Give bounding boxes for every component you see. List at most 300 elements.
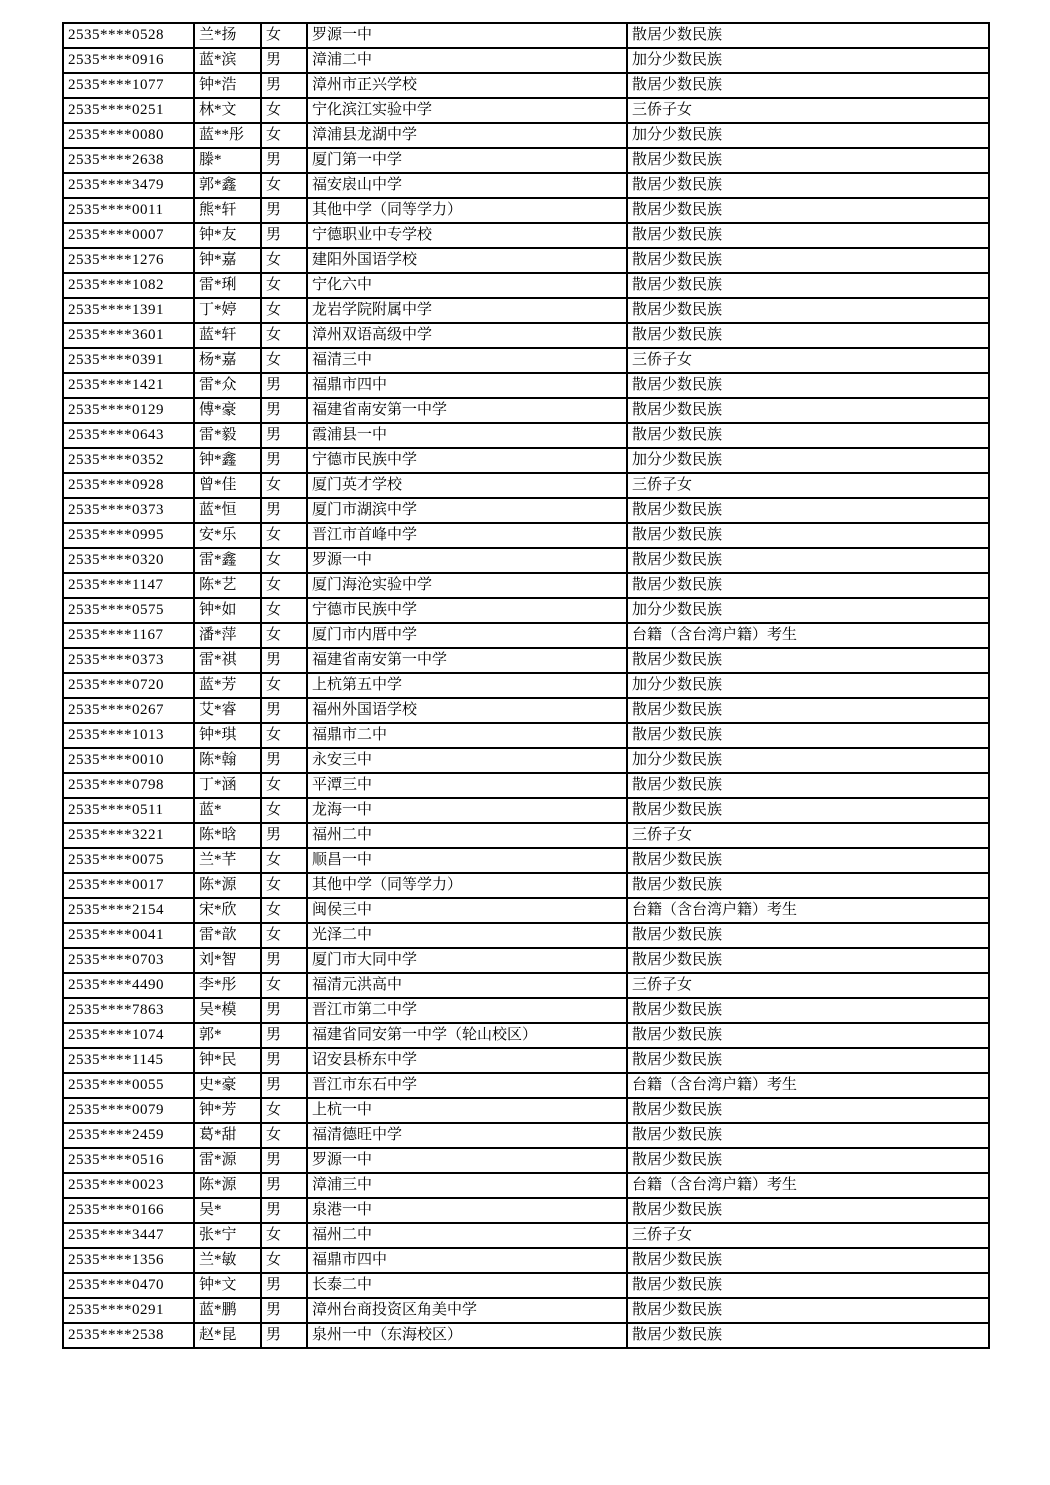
cell-gender: 女 <box>261 898 307 923</box>
cell-school: 其他中学（同等学力） <box>307 198 627 223</box>
cell-gender: 男 <box>261 1148 307 1173</box>
cell-school: 晋江市第二中学 <box>307 998 627 1023</box>
cell-bonus-category: 散居少数民族 <box>627 1273 989 1298</box>
cell-gender: 女 <box>261 323 307 348</box>
table-row <box>63 423 989 448</box>
cell-school: 平潭三中 <box>307 773 627 798</box>
cell-school: 上杭第五中学 <box>307 673 627 698</box>
cell-gender: 女 <box>261 798 307 823</box>
cell-school: 漳浦三中 <box>307 1173 627 1198</box>
table-row <box>63 1048 989 1073</box>
cell-student-name: 赵*昆 <box>194 1323 261 1348</box>
cell-school: 福清三中 <box>307 348 627 373</box>
cell-bonus-category: 散居少数民族 <box>627 1023 989 1048</box>
table-row <box>63 1023 989 1048</box>
cell-gender: 男 <box>261 1298 307 1323</box>
cell-school: 福建省同安第一中学（轮山校区） <box>307 1023 627 1048</box>
cell-exam-id: 2535****1082 <box>63 273 194 298</box>
table-row <box>63 1323 989 1348</box>
cell-school: 漳浦二中 <box>307 48 627 73</box>
cell-gender: 男 <box>261 1073 307 1098</box>
cell-bonus-category: 散居少数民族 <box>627 398 989 423</box>
table-row <box>63 848 989 873</box>
cell-school: 宁德市民族中学 <box>307 598 627 623</box>
cell-exam-id: 2535****0075 <box>63 848 194 873</box>
cell-bonus-category: 散居少数民族 <box>627 1323 989 1348</box>
cell-student-name: 艾*睿 <box>194 698 261 723</box>
cell-student-name: 陈*艺 <box>194 573 261 598</box>
cell-exam-id: 2535****2459 <box>63 1123 194 1148</box>
cell-exam-id: 2535****1421 <box>63 373 194 398</box>
cell-student-name: 兰*扬 <box>194 23 261 48</box>
cell-exam-id: 2535****0291 <box>63 1298 194 1323</box>
cell-exam-id: 2535****3479 <box>63 173 194 198</box>
cell-bonus-category: 加分少数民族 <box>627 598 989 623</box>
cell-student-name: 滕* <box>194 148 261 173</box>
cell-bonus-category: 三侨子女 <box>627 473 989 498</box>
cell-student-name: 葛*甜 <box>194 1123 261 1148</box>
cell-student-name: 丁*婷 <box>194 298 261 323</box>
table-row <box>63 873 989 898</box>
cell-gender: 男 <box>261 448 307 473</box>
table-row <box>63 223 989 248</box>
cell-school: 上杭一中 <box>307 1098 627 1123</box>
cell-exam-id: 2535****1147 <box>63 573 194 598</box>
table-row <box>63 573 989 598</box>
table-row <box>63 623 989 648</box>
cell-student-name: 兰*敏 <box>194 1248 261 1273</box>
cell-student-name: 雷*鑫 <box>194 548 261 573</box>
cell-gender: 男 <box>261 1023 307 1048</box>
cell-gender: 男 <box>261 198 307 223</box>
cell-bonus-category: 三侨子女 <box>627 823 989 848</box>
cell-school: 晋江市东石中学 <box>307 1073 627 1098</box>
cell-exam-id: 2535****0080 <box>63 123 194 148</box>
cell-school: 龙岩学院附属中学 <box>307 298 627 323</box>
cell-gender: 女 <box>261 1248 307 1273</box>
cell-student-name: 吴* <box>194 1198 261 1223</box>
table-row <box>63 98 989 123</box>
cell-student-name: 蓝* <box>194 798 261 823</box>
cell-exam-id: 2535****0166 <box>63 1198 194 1223</box>
cell-bonus-category: 散居少数民族 <box>627 1248 989 1273</box>
cell-student-name: 陈*晗 <box>194 823 261 848</box>
table-row <box>63 1123 989 1148</box>
cell-gender: 女 <box>261 723 307 748</box>
cell-school: 闽侯三中 <box>307 898 627 923</box>
cell-student-name: 蓝*恒 <box>194 498 261 523</box>
cell-school: 长泰二中 <box>307 1273 627 1298</box>
cell-gender: 女 <box>261 873 307 898</box>
cell-student-name: 雷*源 <box>194 1148 261 1173</box>
cell-exam-id: 2535****0575 <box>63 598 194 623</box>
cell-bonus-category: 散居少数民族 <box>627 423 989 448</box>
cell-bonus-category: 散居少数民族 <box>627 798 989 823</box>
cell-gender: 男 <box>261 1273 307 1298</box>
cell-gender: 女 <box>261 273 307 298</box>
table-row <box>63 298 989 323</box>
cell-school: 罗源一中 <box>307 548 627 573</box>
cell-school: 福州二中 <box>307 823 627 848</box>
cell-school: 福清元洪高中 <box>307 973 627 998</box>
cell-school: 厦门英才学校 <box>307 473 627 498</box>
cell-gender: 女 <box>261 98 307 123</box>
cell-gender: 女 <box>261 548 307 573</box>
cell-bonus-category: 散居少数民族 <box>627 223 989 248</box>
table-row <box>63 1173 989 1198</box>
cell-student-name: 钟*友 <box>194 223 261 248</box>
cell-gender: 女 <box>261 973 307 998</box>
table-row <box>63 198 989 223</box>
cell-student-name: 雷*毅 <box>194 423 261 448</box>
cell-school: 福州二中 <box>307 1223 627 1248</box>
cell-student-name: 蓝*芳 <box>194 673 261 698</box>
cell-exam-id: 2535****0928 <box>63 473 194 498</box>
table-row <box>63 698 989 723</box>
cell-gender: 男 <box>261 748 307 773</box>
cell-bonus-category: 散居少数民族 <box>627 298 989 323</box>
table-row <box>63 1248 989 1273</box>
cell-bonus-category: 散居少数民族 <box>627 873 989 898</box>
cell-exam-id: 2535****2538 <box>63 1323 194 1348</box>
cell-student-name: 雷*众 <box>194 373 261 398</box>
cell-bonus-category: 台籍（含台湾户籍）考生 <box>627 623 989 648</box>
cell-gender: 男 <box>261 398 307 423</box>
cell-exam-id: 2535****1145 <box>63 1048 194 1073</box>
cell-bonus-category: 加分少数民族 <box>627 448 989 473</box>
cell-school: 罗源一中 <box>307 23 627 48</box>
cell-exam-id: 2535****0391 <box>63 348 194 373</box>
cell-school: 福建省南安第一中学 <box>307 398 627 423</box>
cell-school: 福鼎市四中 <box>307 1248 627 1273</box>
cell-school: 龙海一中 <box>307 798 627 823</box>
cell-student-name: 李*彤 <box>194 973 261 998</box>
cell-exam-id: 2535****7863 <box>63 998 194 1023</box>
cell-bonus-category: 散居少数民族 <box>627 848 989 873</box>
cell-bonus-category: 散居少数民族 <box>627 573 989 598</box>
cell-exam-id: 2535****1013 <box>63 723 194 748</box>
cell-student-name: 丁*涵 <box>194 773 261 798</box>
cell-bonus-category: 台籍（含台湾户籍）考生 <box>627 1073 989 1098</box>
cell-gender: 男 <box>261 373 307 398</box>
cell-bonus-category: 散居少数民族 <box>627 1098 989 1123</box>
table-row <box>63 498 989 523</box>
cell-exam-id: 2535****0352 <box>63 448 194 473</box>
table-row <box>63 998 989 1023</box>
cell-exam-id: 2535****2154 <box>63 898 194 923</box>
cell-exam-id: 2535****0470 <box>63 1273 194 1298</box>
table-row <box>63 1223 989 1248</box>
cell-gender: 女 <box>261 1098 307 1123</box>
cell-bonus-category: 散居少数民族 <box>627 1048 989 1073</box>
cell-bonus-category: 散居少数民族 <box>627 248 989 273</box>
table-row <box>63 398 989 423</box>
cell-bonus-category: 加分少数民族 <box>627 748 989 773</box>
table-row <box>63 448 989 473</box>
table-row <box>63 23 989 48</box>
table-row <box>63 173 989 198</box>
cell-gender: 男 <box>261 998 307 1023</box>
cell-bonus-category: 散居少数民族 <box>627 323 989 348</box>
cell-student-name: 郭*鑫 <box>194 173 261 198</box>
cell-gender: 男 <box>261 48 307 73</box>
cell-exam-id: 2535****0129 <box>63 398 194 423</box>
cell-school: 泉港一中 <box>307 1198 627 1223</box>
cell-school: 福州外国语学校 <box>307 698 627 723</box>
cell-gender: 女 <box>261 1223 307 1248</box>
cell-gender: 男 <box>261 948 307 973</box>
cell-gender: 女 <box>261 673 307 698</box>
cell-student-name: 安*乐 <box>194 523 261 548</box>
table-row <box>63 1073 989 1098</box>
cell-student-name: 蓝*轩 <box>194 323 261 348</box>
cell-school: 顺昌一中 <box>307 848 627 873</box>
cell-school: 晋江市首峰中学 <box>307 523 627 548</box>
cell-student-name: 杨*嘉 <box>194 348 261 373</box>
cell-gender: 女 <box>261 23 307 48</box>
cell-gender: 男 <box>261 498 307 523</box>
cell-exam-id: 2535****0023 <box>63 1173 194 1198</box>
cell-gender: 女 <box>261 473 307 498</box>
cell-gender: 男 <box>261 223 307 248</box>
cell-school: 福鼎市二中 <box>307 723 627 748</box>
table-row <box>63 923 989 948</box>
cell-student-name: 陈*翰 <box>194 748 261 773</box>
candidates-table-body <box>63 23 989 1348</box>
cell-school: 厦门市湖滨中学 <box>307 498 627 523</box>
cell-bonus-category: 散居少数民族 <box>627 198 989 223</box>
cell-exam-id: 2535****4490 <box>63 973 194 998</box>
cell-student-name: 曾*佳 <box>194 473 261 498</box>
cell-exam-id: 2535****0528 <box>63 23 194 48</box>
table-row <box>63 1298 989 1323</box>
cell-exam-id: 2535****0916 <box>63 48 194 73</box>
cell-bonus-category: 散居少数民族 <box>627 23 989 48</box>
table-row <box>63 148 989 173</box>
cell-student-name: 林*文 <box>194 98 261 123</box>
cell-exam-id: 2535****3447 <box>63 1223 194 1248</box>
cell-exam-id: 2535****0720 <box>63 673 194 698</box>
cell-exam-id: 2535****1167 <box>63 623 194 648</box>
cell-bonus-category: 散居少数民族 <box>627 548 989 573</box>
cell-student-name: 宋*欣 <box>194 898 261 923</box>
table-row <box>63 773 989 798</box>
table-row <box>63 48 989 73</box>
cell-gender: 女 <box>261 1123 307 1148</box>
cell-gender: 男 <box>261 1198 307 1223</box>
table-row <box>63 1198 989 1223</box>
table-row <box>63 648 989 673</box>
cell-exam-id: 2535****0079 <box>63 1098 194 1123</box>
cell-bonus-category: 散居少数民族 <box>627 698 989 723</box>
table-row <box>63 723 989 748</box>
cell-student-name: 陈*源 <box>194 873 261 898</box>
cell-bonus-category: 散居少数民族 <box>627 148 989 173</box>
cell-exam-id: 2535****0017 <box>63 873 194 898</box>
cell-student-name: 吴*模 <box>194 998 261 1023</box>
table-row <box>63 523 989 548</box>
cell-gender: 男 <box>261 698 307 723</box>
cell-school: 福安扆山中学 <box>307 173 627 198</box>
cell-gender: 男 <box>261 1048 307 1073</box>
cell-school: 厦门第一中学 <box>307 148 627 173</box>
cell-exam-id: 2535****0251 <box>63 98 194 123</box>
table-row <box>63 798 989 823</box>
table-row <box>63 673 989 698</box>
cell-school: 其他中学（同等学力） <box>307 873 627 898</box>
cell-exam-id: 2535****0010 <box>63 748 194 773</box>
cell-student-name: 郭* <box>194 1023 261 1048</box>
cell-exam-id: 2535****0011 <box>63 198 194 223</box>
cell-bonus-category: 散居少数民族 <box>627 523 989 548</box>
cell-student-name: 史*豪 <box>194 1073 261 1098</box>
cell-gender: 男 <box>261 1323 307 1348</box>
cell-school: 厦门市大同中学 <box>307 948 627 973</box>
cell-gender: 男 <box>261 73 307 98</box>
cell-exam-id: 2535****0798 <box>63 773 194 798</box>
cell-student-name: 钟*浩 <box>194 73 261 98</box>
candidates-table <box>62 22 990 1349</box>
table-row <box>63 248 989 273</box>
cell-student-name: 刘*智 <box>194 948 261 973</box>
cell-gender: 女 <box>261 773 307 798</box>
cell-exam-id: 2535****0995 <box>63 523 194 548</box>
cell-gender: 男 <box>261 148 307 173</box>
cell-exam-id: 2535****1356 <box>63 1248 194 1273</box>
cell-student-name: 钟*文 <box>194 1273 261 1298</box>
cell-school: 厦门海沧实验中学 <box>307 573 627 598</box>
cell-gender: 女 <box>261 598 307 623</box>
cell-school: 泉州一中（东海校区） <box>307 1323 627 1348</box>
table-row <box>63 973 989 998</box>
cell-exam-id: 2535****2638 <box>63 148 194 173</box>
cell-student-name: 雷*歆 <box>194 923 261 948</box>
cell-gender: 男 <box>261 648 307 673</box>
cell-school: 霞浦县一中 <box>307 423 627 448</box>
cell-exam-id: 2535****1276 <box>63 248 194 273</box>
cell-school: 光泽二中 <box>307 923 627 948</box>
cell-exam-id: 2535****0373 <box>63 648 194 673</box>
cell-school: 罗源一中 <box>307 1148 627 1173</box>
cell-gender: 女 <box>261 848 307 873</box>
cell-gender: 女 <box>261 573 307 598</box>
cell-student-name: 雷*琍 <box>194 273 261 298</box>
table-row <box>63 598 989 623</box>
cell-student-name: 钟*嘉 <box>194 248 261 273</box>
cell-school: 漳州市正兴学校 <box>307 73 627 98</box>
cell-gender: 女 <box>261 923 307 948</box>
table-row <box>63 548 989 573</box>
cell-student-name: 钟*鑫 <box>194 448 261 473</box>
cell-bonus-category: 台籍（含台湾户籍）考生 <box>627 1173 989 1198</box>
cell-exam-id: 2535****3221 <box>63 823 194 848</box>
cell-student-name: 钟*琪 <box>194 723 261 748</box>
cell-exam-id: 2535****0511 <box>63 798 194 823</box>
table-row <box>63 373 989 398</box>
table-row <box>63 1098 989 1123</box>
cell-bonus-category: 散居少数民族 <box>627 498 989 523</box>
cell-student-name: 蓝*鹏 <box>194 1298 261 1323</box>
cell-school: 宁德职业中专学校 <box>307 223 627 248</box>
cell-exam-id: 2535****0055 <box>63 1073 194 1098</box>
cell-exam-id: 2535****0516 <box>63 1148 194 1173</box>
cell-school: 福清德旺中学 <box>307 1123 627 1148</box>
cell-gender: 女 <box>261 623 307 648</box>
cell-school: 漳州双语高级中学 <box>307 323 627 348</box>
cell-gender: 女 <box>261 298 307 323</box>
cell-school: 宁德市民族中学 <box>307 448 627 473</box>
cell-student-name: 兰*芊 <box>194 848 261 873</box>
cell-school: 厦门市内厝中学 <box>307 623 627 648</box>
cell-bonus-category: 散居少数民族 <box>627 173 989 198</box>
cell-bonus-category: 散居少数民族 <box>627 773 989 798</box>
cell-student-name: 熊*轩 <box>194 198 261 223</box>
cell-student-name: 陈*源 <box>194 1173 261 1198</box>
table-row <box>63 123 989 148</box>
cell-bonus-category: 散居少数民族 <box>627 948 989 973</box>
cell-bonus-category: 散居少数民族 <box>627 1123 989 1148</box>
table-row <box>63 473 989 498</box>
table-row <box>63 323 989 348</box>
cell-gender: 女 <box>261 348 307 373</box>
cell-bonus-category: 加分少数民族 <box>627 123 989 148</box>
cell-bonus-category: 三侨子女 <box>627 973 989 998</box>
cell-school: 宁化滨江实验中学 <box>307 98 627 123</box>
cell-bonus-category: 散居少数民族 <box>627 273 989 298</box>
cell-school: 福鼎市四中 <box>307 373 627 398</box>
cell-gender: 女 <box>261 123 307 148</box>
cell-gender: 女 <box>261 523 307 548</box>
cell-exam-id: 2535****0703 <box>63 948 194 973</box>
cell-bonus-category: 散居少数民族 <box>627 1198 989 1223</box>
table-row <box>63 748 989 773</box>
cell-bonus-category: 三侨子女 <box>627 98 989 123</box>
cell-bonus-category: 加分少数民族 <box>627 673 989 698</box>
table-row <box>63 823 989 848</box>
cell-gender: 女 <box>261 248 307 273</box>
cell-bonus-category: 散居少数民族 <box>627 73 989 98</box>
cell-exam-id: 2535****3601 <box>63 323 194 348</box>
cell-school: 漳州台商投资区角美中学 <box>307 1298 627 1323</box>
cell-exam-id: 2535****0373 <box>63 498 194 523</box>
cell-student-name: 钟*民 <box>194 1048 261 1073</box>
cell-school: 建阳外国语学校 <box>307 248 627 273</box>
cell-bonus-category: 台籍（含台湾户籍）考生 <box>627 898 989 923</box>
cell-gender: 女 <box>261 173 307 198</box>
cell-exam-id: 2535****0643 <box>63 423 194 448</box>
cell-student-name: 钟*如 <box>194 598 261 623</box>
cell-bonus-category: 散居少数民族 <box>627 1298 989 1323</box>
table-row <box>63 73 989 98</box>
cell-school: 永安三中 <box>307 748 627 773</box>
cell-school: 诏安县桥东中学 <box>307 1048 627 1073</box>
cell-exam-id: 2535****0041 <box>63 923 194 948</box>
cell-bonus-category: 散居少数民族 <box>627 998 989 1023</box>
cell-student-name: 张*宁 <box>194 1223 261 1248</box>
cell-student-name: 潘*萍 <box>194 623 261 648</box>
cell-student-name: 傅*豪 <box>194 398 261 423</box>
cell-exam-id: 2535****0320 <box>63 548 194 573</box>
cell-exam-id: 2535****1391 <box>63 298 194 323</box>
cell-bonus-category: 三侨子女 <box>627 348 989 373</box>
table-row <box>63 273 989 298</box>
table-row <box>63 1273 989 1298</box>
table-row <box>63 898 989 923</box>
table-row <box>63 348 989 373</box>
cell-exam-id: 2535****0267 <box>63 698 194 723</box>
cell-gender: 男 <box>261 423 307 448</box>
cell-exam-id: 2535****1077 <box>63 73 194 98</box>
